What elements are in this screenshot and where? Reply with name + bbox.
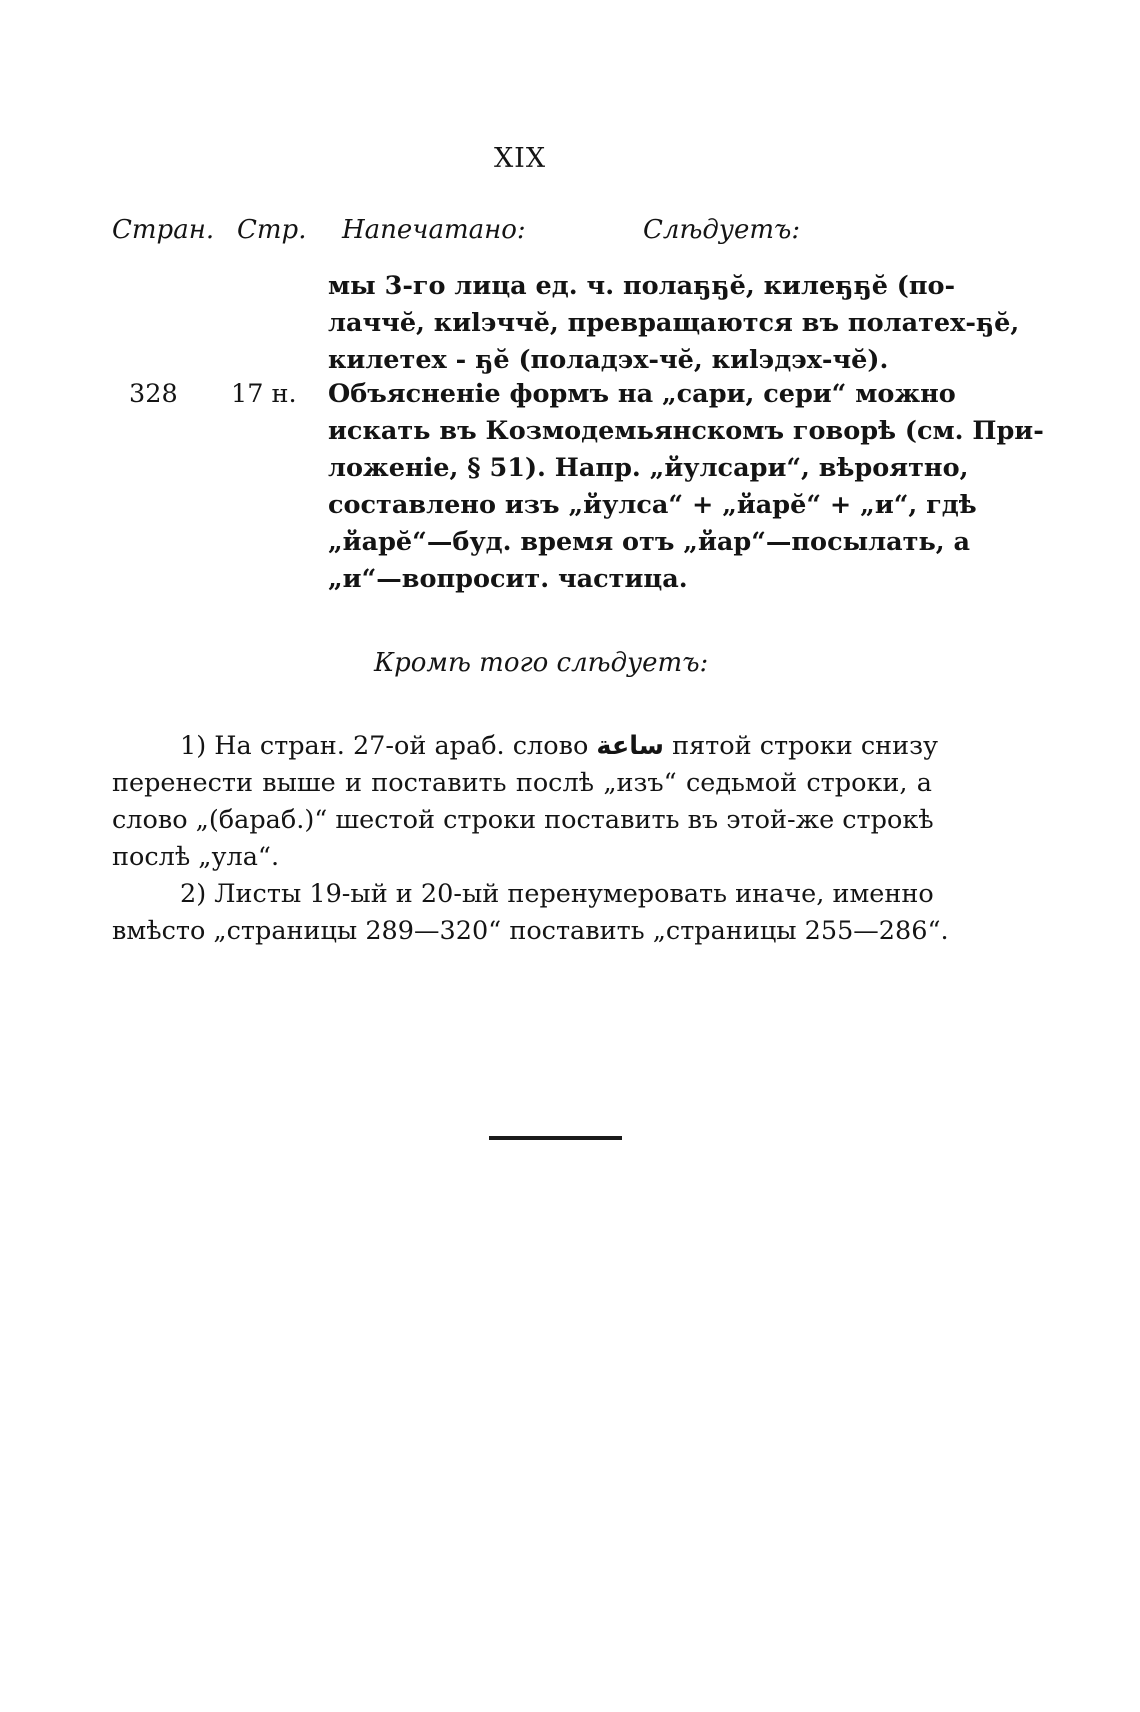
entry-correction-text: [328, 376, 1044, 598]
continuation-line: мы 3-го лица ед. ч. полаҕҕӗ, килеҕҕӗ (по-: [328, 271, 956, 301]
continuation-text: [328, 268, 1020, 379]
column-header-line: Стр.: [237, 215, 307, 245]
additional-corrections-heading: Кромѣ того слѣдуетъ:: [374, 648, 709, 678]
continuation-line: лаччӗ, киlэччӗ, превращаются въ полатех-ҕӗ,: [328, 308, 1020, 338]
note-line: 2) Листы 19-ый и 20-ый перенумеровать иначе, именно: [180, 879, 934, 909]
arabic-word: ساعة: [596, 731, 664, 761]
entry-line: искать въ Козмодемьянскомъ говорѣ (см. При-: [328, 416, 1044, 446]
entry-line: составлено изъ „йулса“ + „йарӗ“ + „и“, гдѣ: [328, 490, 977, 520]
page-number: XIX: [493, 143, 547, 174]
entry-line: Объясненіе формъ на „сари, сери“ можно: [328, 379, 956, 409]
note-line: перенести выше и поставить послѣ „изъ“ седьмой строки, а: [112, 768, 932, 798]
note-line: слово „(бараб.)“ шестой строки поставить въ этой-же строкѣ: [112, 805, 934, 835]
entry-line: ложеніе, § 51). Напр. „йулсари“, вѣроятно,: [328, 453, 969, 483]
column-header-should: Слѣдуетъ:: [643, 215, 801, 245]
entry-line: „и“—вопросит. частица.: [328, 564, 688, 594]
note-line: послѣ „ула“.: [112, 842, 280, 872]
entry-page-number: 328: [129, 379, 178, 409]
end-rule: [489, 1136, 622, 1140]
note-2: [112, 876, 949, 950]
column-header-printed: Напечатано:: [342, 215, 526, 245]
entry-line: „йарӗ“—буд. время отъ „йар“—посылать, а: [328, 527, 971, 557]
note-text: 1) На стран. 27-ой араб. слово: [180, 731, 589, 761]
note-1: [112, 728, 939, 876]
continuation-line: килетех - ҕӗ (поладэх-чӗ, киlэдэх-чӗ).: [328, 345, 889, 375]
entry-line-number: 17 н.: [231, 379, 297, 409]
note-line: вмѣсто „страницы 289—320“ поставить „страницы 255—286“.: [112, 916, 949, 946]
note-text: пятой строки снизу: [672, 731, 939, 761]
note-line: [112, 728, 939, 765]
column-header-page: Стран.: [112, 215, 215, 245]
